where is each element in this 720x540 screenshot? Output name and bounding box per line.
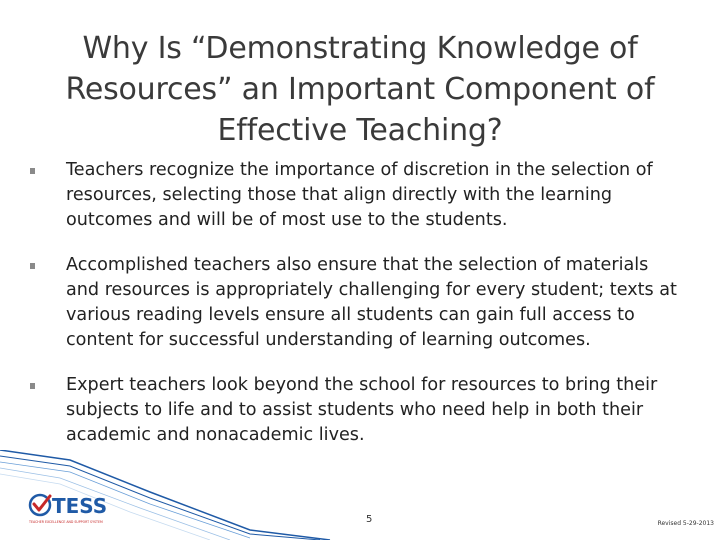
title-line-2: Resources” an Important Component of [65, 72, 655, 107]
slide-title [40, 28, 680, 151]
bullet-list [30, 158, 680, 468]
logo-text: TESS [52, 494, 108, 518]
title-line-3: Effective Teaching? [217, 113, 503, 148]
bullet-text: Expert teachers look beyond the school for resources to bring their subjects to life and to assist students who need help in both their academic and nonacademic lives. [66, 375, 658, 445]
logo-subtitle: TEACHER EXCELLENCE AND SUPPORT SYSTEM [29, 520, 103, 524]
title-line-1: Why Is “Demonstrating Knowledge of [82, 31, 638, 66]
bullet-marker-icon [30, 383, 35, 389]
bullet-marker-icon [30, 263, 35, 269]
bullet-item [30, 253, 680, 353]
revised-date: Revised 5-29-2013 [657, 520, 714, 527]
bullet-item [30, 373, 680, 448]
tess-logo [28, 490, 118, 528]
bullet-item [30, 158, 680, 233]
bullet-marker-icon [30, 168, 35, 174]
page-number: 5 [366, 514, 373, 525]
bullet-text: Teachers recognize the importance of discretion in the selection of resources, selecting those that align directly with the learning outcomes and will be of most use to the students. [66, 160, 653, 230]
bullet-text: Accomplished teachers also ensure that the selection of materials and resources is appropriately challenging for every student; texts at various reading levels ensure all students can gain full access to content for successful understanding of learning outcomes. [66, 255, 677, 350]
